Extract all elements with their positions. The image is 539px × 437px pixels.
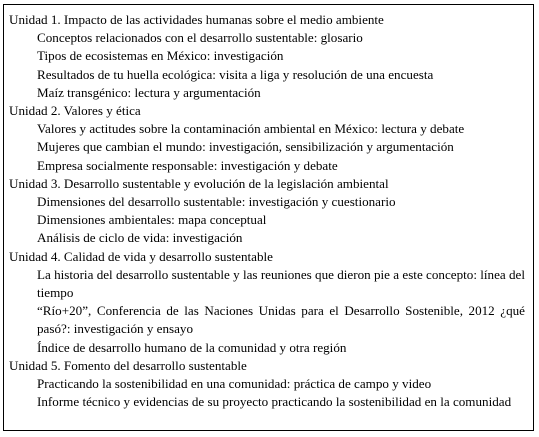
unit-activity: Empresa socialmente responsable: investigación y debate xyxy=(37,157,338,173)
unit-title: Unidad 1. Impacto de las actividades humanas sobre el medio ambiente xyxy=(9,12,384,27)
unit-activity: Mujeres que cambian el mundo: investigación, sensibilización y argumentación xyxy=(37,139,454,155)
unit-title: Unidad 3. Desarrollo sustentable y evolución de la legislación ambiental xyxy=(9,175,389,191)
unit-activity: Dimensiones ambientales: mapa conceptual xyxy=(37,212,267,228)
unit-activity: Dimensiones del desarrollo sustentable: investigación y cuestionario xyxy=(37,194,396,210)
unit-5 xyxy=(9,357,525,412)
unit-title: Unidad 2. Valores y ética xyxy=(9,103,141,119)
unit-title: Unidad 5. Fomento del desarrollo sustentable xyxy=(9,357,247,373)
unit-activity: Maíz transgénico: lectura y argumentación xyxy=(37,84,261,100)
unit-title: Unidad 4. Calidad de vida y desarrollo sustentable xyxy=(9,248,273,264)
unit-4 xyxy=(9,248,525,357)
unit-activity: Tipos de ecosistemas en México: investigación xyxy=(37,48,284,64)
unit-3 xyxy=(9,175,525,248)
unit-activity: Valores y actitudes sobre la contaminación ambiental en México: lectura y debate xyxy=(37,121,465,137)
syllabus-table xyxy=(3,4,534,431)
unit-activity: Resultados de tu huella ecológica: visita a liga y resolución de una encuesta xyxy=(37,66,434,82)
unit-activity: Informe técnico y evidencias de su proyecto practicando la sostenibilidad en la comunidad xyxy=(37,394,512,410)
unit-activity: Análisis de ciclo de vida: investigación xyxy=(37,230,243,246)
unit-activity: Practicando la sostenibilidad en una comunidad: práctica de campo y video xyxy=(37,376,432,392)
unit-2 xyxy=(9,102,525,175)
unit-1 xyxy=(9,11,525,102)
unit-activity: La historia del desarrollo sustentable y las reuniones que dieron pie a este concepto: línea del tiempo xyxy=(37,266,525,301)
unit-activity: Conceptos relacionados con el desarrollo sustentable: glosario xyxy=(37,30,363,46)
unit-activity: Índice de desarrollo humano de la comunidad y otra región xyxy=(37,339,347,355)
unit-activity: “Río+20”, Conferencia de las Naciones Unidas para el Desarrollo Sostenible, 2012 ¿qué pasó?: investigación y ensayo xyxy=(37,303,525,337)
